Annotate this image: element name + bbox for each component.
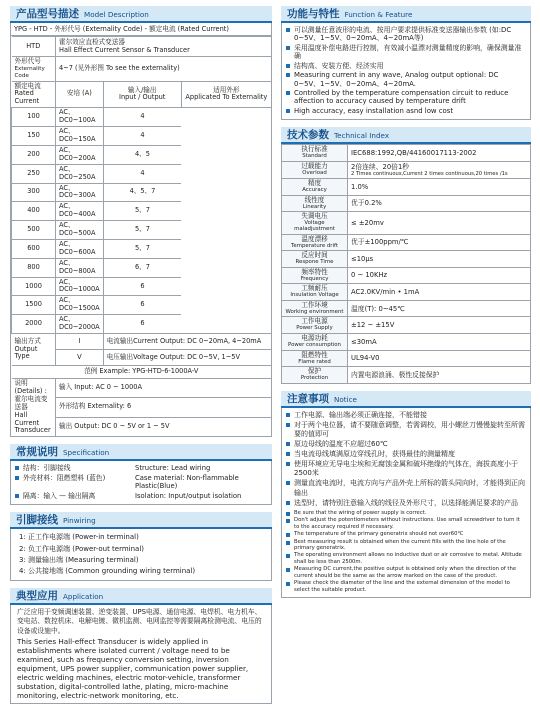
rated-row bbox=[12, 145, 272, 164]
head-io-en: Input / Output bbox=[119, 93, 166, 102]
spec-bullet-icon bbox=[15, 476, 19, 480]
tech-label bbox=[282, 179, 348, 196]
tech-value-main: IEC688:1992,QB/44160017113-2002 bbox=[351, 148, 477, 157]
tech-label-en: Insulation Voltage bbox=[290, 292, 339, 299]
tech-label-en: Temperature drift bbox=[291, 242, 338, 249]
tech-value-main: ±12 ~ ±15V bbox=[351, 321, 395, 330]
spec-bullet-icon bbox=[15, 494, 19, 498]
tech-label bbox=[282, 350, 348, 367]
rated-ampere: 200 bbox=[12, 145, 56, 164]
feature-item: Controlled by the temperature compensation circuit to reduce affection to accuracy caused by temperature drift bbox=[286, 89, 526, 106]
rated-io: AC、DC0~200A bbox=[56, 145, 104, 164]
pin-item: 1: 正工作电源端 (Power-in terminal) bbox=[19, 533, 139, 542]
detail-ext: 外形结构 Externality: 6 bbox=[56, 398, 272, 417]
rated-ampere: 100 bbox=[12, 108, 56, 127]
tech-label bbox=[282, 300, 348, 317]
app-text-en: This Series Hall-effect Transducer is widely applied in establishments where isolated current / voltage need to be examined, such as frequency conversion setting, inversion equipment, UPS power supplier, communication power supplier, electric welding machines, electric motor-vehicle, transformer substation, digital-controlled lathe, plating, micro-machine monitoring, electric-network monitoring, etc. bbox=[17, 636, 249, 700]
out-v: V bbox=[56, 350, 104, 366]
model-header bbox=[10, 6, 272, 23]
app-text-zh: 广泛应用于变频调速装置、逆变装置、UPS电源、通信电源、电焊机、电力机车、变电站、数控机床、电解电镀、微机监测、电网监控等需要隔离检测电流、电压的设备或设施中。 bbox=[17, 608, 262, 635]
tech-label bbox=[282, 251, 348, 268]
tech-value bbox=[348, 350, 531, 367]
tech-value bbox=[348, 145, 531, 162]
tech-label-en: Overload bbox=[302, 170, 327, 177]
feature-item: Measuring current in any wave, Analog output optional: DC 0~5V、1~5V、0~20mA、4~20mA. bbox=[286, 71, 526, 88]
tech-label-zh: 精度 bbox=[307, 179, 322, 188]
notice-box bbox=[281, 408, 531, 598]
tech-row bbox=[282, 179, 531, 196]
pin-title-zh: 引脚接线 bbox=[16, 514, 58, 527]
pin-box bbox=[10, 529, 272, 581]
feature-item: 结构高、安装方便、经济实用 bbox=[286, 62, 526, 70]
feature-box bbox=[281, 23, 531, 120]
feature-title-zh: 功能与特性 bbox=[287, 8, 340, 20]
model-title-en: Model Description bbox=[84, 10, 149, 19]
tech-label-en: Frequency bbox=[300, 275, 329, 282]
tech-value-main: 2倍连续、20倍1秒 bbox=[351, 162, 410, 171]
tech-value bbox=[348, 195, 531, 212]
rated-row bbox=[12, 296, 272, 315]
spec-item-zh: 结构：引脚接线 bbox=[23, 464, 71, 473]
rated-row bbox=[12, 183, 272, 202]
rated-ampere: 1000 bbox=[12, 277, 56, 296]
rated-ampere: 800 bbox=[12, 258, 56, 277]
tech-value bbox=[348, 317, 531, 334]
tech-label-zh: 过载能力 bbox=[301, 162, 328, 171]
tech-label-zh: 工作环境 bbox=[301, 300, 328, 309]
head-ampere: 安培 (A) bbox=[56, 81, 104, 108]
tech-row bbox=[282, 145, 531, 162]
rated-ampere: 400 bbox=[12, 202, 56, 221]
tech-label bbox=[282, 161, 348, 178]
tech-value-main: 温度(T): 0~45℃ bbox=[351, 304, 405, 313]
notice-item-en: Measuring DC current,the positive output is obtained only when the direction of the current should be the same as the arrow marked on the case of the product. bbox=[286, 566, 526, 579]
tech-value-main: ≤ ±20mv bbox=[351, 218, 384, 227]
rated-row bbox=[12, 127, 272, 146]
notice-item-en: Be sure that the wiring of power supply is correct. bbox=[286, 510, 526, 516]
out-zh: 输出方式 bbox=[14, 336, 41, 345]
tech-row bbox=[282, 195, 531, 212]
tech-row bbox=[282, 234, 531, 251]
rated-row bbox=[12, 202, 272, 221]
tech-row bbox=[282, 161, 531, 178]
rated-ext: 4 bbox=[103, 164, 181, 183]
rated-io: AC、DC0~500A bbox=[56, 221, 104, 240]
details-en: Hall Current Transducer bbox=[14, 410, 51, 435]
tech-label bbox=[282, 195, 348, 212]
out-i-text: 电流输出Current Output: DC 0~20mA, 4~20mA bbox=[103, 334, 271, 350]
feature-item: 采用温度补偿电路进行控制，有效减小温漂对测量精度的影响，确保测量准确 bbox=[286, 44, 526, 61]
tech-title-en: Technical Index bbox=[334, 131, 390, 141]
rated-ampere: 600 bbox=[12, 239, 56, 258]
tech-value bbox=[348, 234, 531, 251]
rated-io: AC、DC0~100A bbox=[56, 108, 104, 127]
head-ext-zh: 适用外形 bbox=[213, 85, 240, 94]
rated-ext: 6、7 bbox=[103, 258, 181, 277]
rated-ext: 4 bbox=[103, 127, 181, 146]
tech-label bbox=[282, 284, 348, 301]
notice-title-zh: 注意事项 bbox=[287, 392, 329, 405]
spec-item-zh: 隔离：输入 — 输出隔离 bbox=[23, 491, 96, 500]
spec-title-zh: 常规说明 bbox=[16, 446, 58, 459]
rated-io: AC、DC0~600A bbox=[56, 239, 104, 258]
notice-title-en: Notice bbox=[334, 394, 357, 404]
tech-value bbox=[348, 367, 531, 384]
spec-item bbox=[15, 492, 267, 500]
tech-label-en: Power consumption bbox=[288, 341, 341, 348]
ext-label-en: Externality Code bbox=[14, 66, 45, 79]
rated-ext: 4 bbox=[103, 108, 181, 127]
head-ext-en: Applicated To Externality bbox=[185, 93, 268, 102]
rated-ext: 6 bbox=[103, 296, 181, 315]
model-top-line: YPG - HTD - 外形代号 (Externality Code) - 额定电流 (Rated Current) bbox=[11, 23, 271, 36]
rated-ext: 4、5、7 bbox=[103, 183, 181, 202]
tech-row bbox=[282, 350, 531, 367]
tech-label-zh: 电源功耗 bbox=[301, 334, 328, 343]
model-box bbox=[10, 23, 272, 437]
rated-io: AC、DC0~250A bbox=[56, 164, 104, 183]
head-io-zh: 输入/输出 bbox=[127, 85, 157, 94]
tech-row bbox=[282, 367, 531, 384]
rated-io: AC、DC0~400A bbox=[56, 202, 104, 221]
app-box bbox=[10, 605, 272, 704]
pin-item: 4: 公共接地端 (Common grounding wiring terminal) bbox=[19, 567, 196, 576]
tech-value-main: ≤30mA bbox=[351, 337, 377, 346]
tech-title-zh: 技术参数 bbox=[287, 129, 329, 142]
tech-value bbox=[348, 267, 531, 284]
tech-value-main: 0 ~ 10KHz bbox=[351, 271, 388, 280]
tech-label bbox=[282, 317, 348, 334]
rated-ext: 4、5 bbox=[103, 145, 181, 164]
tech-value bbox=[348, 212, 531, 234]
details-zh2: 霍尔电流变送器 bbox=[14, 394, 48, 411]
details-zh: 说明 (Details) : bbox=[14, 379, 47, 395]
rated-ampere: 2000 bbox=[12, 315, 56, 334]
tech-label-zh: 阻燃特性 bbox=[301, 350, 328, 359]
pin-item: 3: 测量输出端 (Measuring terminal) bbox=[19, 555, 139, 564]
out-en-2: Type bbox=[14, 352, 30, 361]
rated-io: AC、DC0~1000A bbox=[56, 277, 104, 296]
rated-ampere: 150 bbox=[12, 127, 56, 146]
rated-row bbox=[12, 164, 272, 183]
notice-item-en: Best measuring result is obtained when the current fills with the line hole of the primary generatrix. bbox=[286, 539, 526, 552]
tech-label-zh: 工频耐压 bbox=[301, 284, 328, 293]
tech-label-zh: 温度漂移 bbox=[301, 234, 328, 243]
tech-row bbox=[282, 251, 531, 268]
tech-row bbox=[282, 212, 531, 234]
notice-item-en: Please check the diameter of the line and the external dimension of the model to select the suitable product. bbox=[286, 580, 526, 593]
rated-ampere: 250 bbox=[12, 164, 56, 183]
tech-value-main: 优于±100ppm/℃ bbox=[351, 238, 409, 247]
tech-label-en: Accuracy bbox=[302, 187, 327, 194]
tech-label bbox=[282, 334, 348, 351]
htd-en: Hall Effect Current Sensor & Transducer bbox=[59, 45, 190, 54]
tech-value bbox=[348, 300, 531, 317]
rated-row bbox=[12, 108, 272, 127]
notice-header bbox=[281, 391, 531, 408]
notice-item-zh: 当电流母线填满原边穿线孔时，获得最佳的测量精度 bbox=[286, 450, 526, 459]
pin-title-en: Pinwiring bbox=[63, 516, 96, 526]
htd-label: HTD bbox=[12, 37, 56, 57]
tech-label-zh: 工作电源 bbox=[301, 317, 328, 326]
example: 范例 Example: YPG-HTD-6-1000A-V bbox=[12, 366, 272, 379]
tech-label-en: Power Supply bbox=[296, 325, 333, 332]
rated-io: AC、DC0~800A bbox=[56, 258, 104, 277]
tech-label-zh: 反应时间 bbox=[301, 251, 328, 260]
htd-zh: 霍尔效应直检式变送器 bbox=[59, 37, 125, 46]
notice-item-en: The temperature of the primary generatrix should not over60℃ bbox=[286, 531, 526, 537]
detail-input: 输入 Input: AC 0 ~ 1000A bbox=[56, 379, 272, 398]
spec-item-en: Isolation: Input/output isolation bbox=[135, 491, 242, 500]
spec-item bbox=[15, 474, 267, 491]
rated-en-2: Current bbox=[14, 97, 40, 106]
tech-row bbox=[282, 317, 531, 334]
tech-label-en: Working environment bbox=[285, 308, 344, 315]
model-title-zh: 产品型号描述 bbox=[16, 8, 79, 20]
notice-item-zh: 测量直流电流时，电流方向与产品外壳上所标的箭头同向时，才能得到正向输出 bbox=[286, 479, 526, 497]
tech-row bbox=[282, 267, 531, 284]
rated-zh: 额定电流 bbox=[14, 81, 41, 90]
rated-ext: 5、7 bbox=[103, 221, 181, 240]
tech-label-zh: 保护 bbox=[307, 367, 322, 376]
rated-row bbox=[12, 258, 272, 277]
ext-label-zh: 外形代号 bbox=[14, 57, 41, 66]
rated-io: AC、DC0~300A bbox=[56, 183, 104, 202]
pin-header bbox=[10, 512, 272, 529]
feature-item: High accuracy, easy installation asnd low cost bbox=[286, 107, 526, 115]
tech-value bbox=[348, 251, 531, 268]
rated-row bbox=[12, 315, 272, 334]
tech-row bbox=[282, 284, 531, 301]
spec-item-zh: 外壳材料：阻燃塑料 (蓝色) bbox=[23, 473, 106, 482]
rated-ampere: 1500 bbox=[12, 296, 56, 315]
tech-label-en: Linearity bbox=[302, 203, 327, 210]
tech-label-zh: 执行标准 bbox=[301, 145, 328, 154]
tech-label bbox=[282, 212, 348, 234]
spec-title-en: Specification bbox=[63, 448, 110, 458]
feature-item: 可以测量任意波形的电流、按用户要求提供标准变送器输出参数 (如:DC 0~5V、1~5V、0~20mA、4~20mA等) bbox=[286, 26, 526, 43]
rated-row bbox=[12, 239, 272, 258]
rated-ext: 6 bbox=[103, 315, 181, 334]
rated-ampere: 300 bbox=[12, 183, 56, 202]
tech-value-main: 1.0% bbox=[351, 182, 369, 191]
tech-value-main: ≤10μs bbox=[351, 254, 374, 263]
feature-header bbox=[281, 6, 531, 23]
tech-label bbox=[282, 267, 348, 284]
tech-label bbox=[282, 367, 348, 384]
notice-item-zh: 使用环境应无导电尘埃和无腐蚀金属和破坏绝缘的气体在，海拔高度小于2500米 bbox=[286, 460, 526, 478]
tech-row bbox=[282, 300, 531, 317]
notice-item-zh: 原边母线的温度不应超过60℃ bbox=[286, 440, 526, 449]
rated-row bbox=[12, 277, 272, 296]
app-header bbox=[10, 588, 272, 605]
app-title-zh: 典型应用 bbox=[16, 590, 58, 603]
spec-box bbox=[10, 461, 272, 505]
feature-title-en: Function & Feature bbox=[344, 10, 413, 19]
ext-text: 4~7 (见外形图 To see the externality) bbox=[56, 57, 272, 81]
tech-label-zh: 线性度 bbox=[304, 195, 325, 204]
tech-value-main: 优于0.2% bbox=[351, 199, 382, 208]
rated-io: AC、DC0~150A bbox=[56, 127, 104, 146]
rated-ext: 6 bbox=[103, 277, 181, 296]
rated-en-1: Rated bbox=[14, 89, 34, 98]
rated-ext: 5、7 bbox=[103, 202, 181, 221]
pin-item: 2: 负工作电源端 (Power-out terminal) bbox=[19, 544, 145, 553]
tech-value-main: UL94-V0 bbox=[351, 354, 380, 363]
spec-header bbox=[10, 444, 272, 461]
tech-label-en: Flame rated bbox=[298, 358, 331, 365]
spec-item bbox=[15, 464, 267, 472]
app-title-en: Application bbox=[63, 592, 104, 602]
tech-value bbox=[348, 179, 531, 196]
out-v-text: 电压输出Voltage Output: DC 0~5V, 1~5V bbox=[103, 350, 271, 366]
notice-item-en: The operating environment allows no inductive dust or air corrosive to metal. Altitude shall be less than 2500m. bbox=[286, 552, 526, 565]
tech-label-zh: 失调电压 bbox=[301, 212, 328, 221]
tech-value bbox=[348, 161, 531, 178]
tech-value bbox=[348, 334, 531, 351]
tech-value-sub: 2 Times continuous,Current 2 times continuous,20 times /1s bbox=[351, 170, 508, 177]
detail-output: 输出 Output: DC 0 ~ 5V or 1 ~ 5V bbox=[56, 417, 272, 436]
rated-io: AC、DC0~1500A bbox=[56, 296, 104, 315]
rated-io: AC、DC0~2000A bbox=[56, 315, 104, 334]
rated-row bbox=[12, 221, 272, 240]
tech-row bbox=[282, 334, 531, 351]
tech-label-en: Protection bbox=[300, 375, 329, 382]
tech-value bbox=[348, 284, 531, 301]
tech-label-en: Respone Time bbox=[295, 259, 334, 266]
tech-label-en: Standard bbox=[302, 153, 327, 160]
notice-item-en: Don't adjust the potentiometers without instructions. Use small screwdriver to turn it to the accuracy required if necessary. bbox=[286, 517, 526, 530]
tech-value-main: AC2.0KV/min • 1mA bbox=[351, 288, 420, 297]
tech-value-main: 内置电源浪涌、极性反接保护 bbox=[351, 370, 440, 379]
tech-header bbox=[281, 127, 531, 144]
model-table bbox=[11, 36, 271, 436]
tech-label bbox=[282, 234, 348, 251]
notice-item-zh: 工作电源、输出端必须正确连接，不能错接 bbox=[286, 411, 526, 420]
spec-bullet-icon bbox=[15, 466, 19, 470]
tech-label-zh: 频率特性 bbox=[301, 267, 328, 276]
rated-ext: 5、7 bbox=[103, 239, 181, 258]
spec-item-en: Case material: Non-flammable Plastic(Blue) bbox=[135, 473, 239, 491]
tech-table bbox=[281, 144, 531, 384]
tech-label bbox=[282, 145, 348, 162]
tech-label-en: Voltage maladjustment bbox=[294, 220, 335, 232]
out-en-1: Output bbox=[14, 344, 38, 353]
rated-ampere: 500 bbox=[12, 221, 56, 240]
spec-item-en: Structure: Lead wiring bbox=[135, 464, 211, 473]
notice-item-zh: 选型时，请特别注意输入线的线径及外形尺寸，以选择能满足要求的产品 bbox=[286, 499, 526, 508]
out-i: I bbox=[56, 334, 104, 350]
notice-item-zh: 对于两个电位器，请不要随意调整，若需调校，用小螺丝刀慢慢旋转至所需要的值即可 bbox=[286, 421, 526, 439]
